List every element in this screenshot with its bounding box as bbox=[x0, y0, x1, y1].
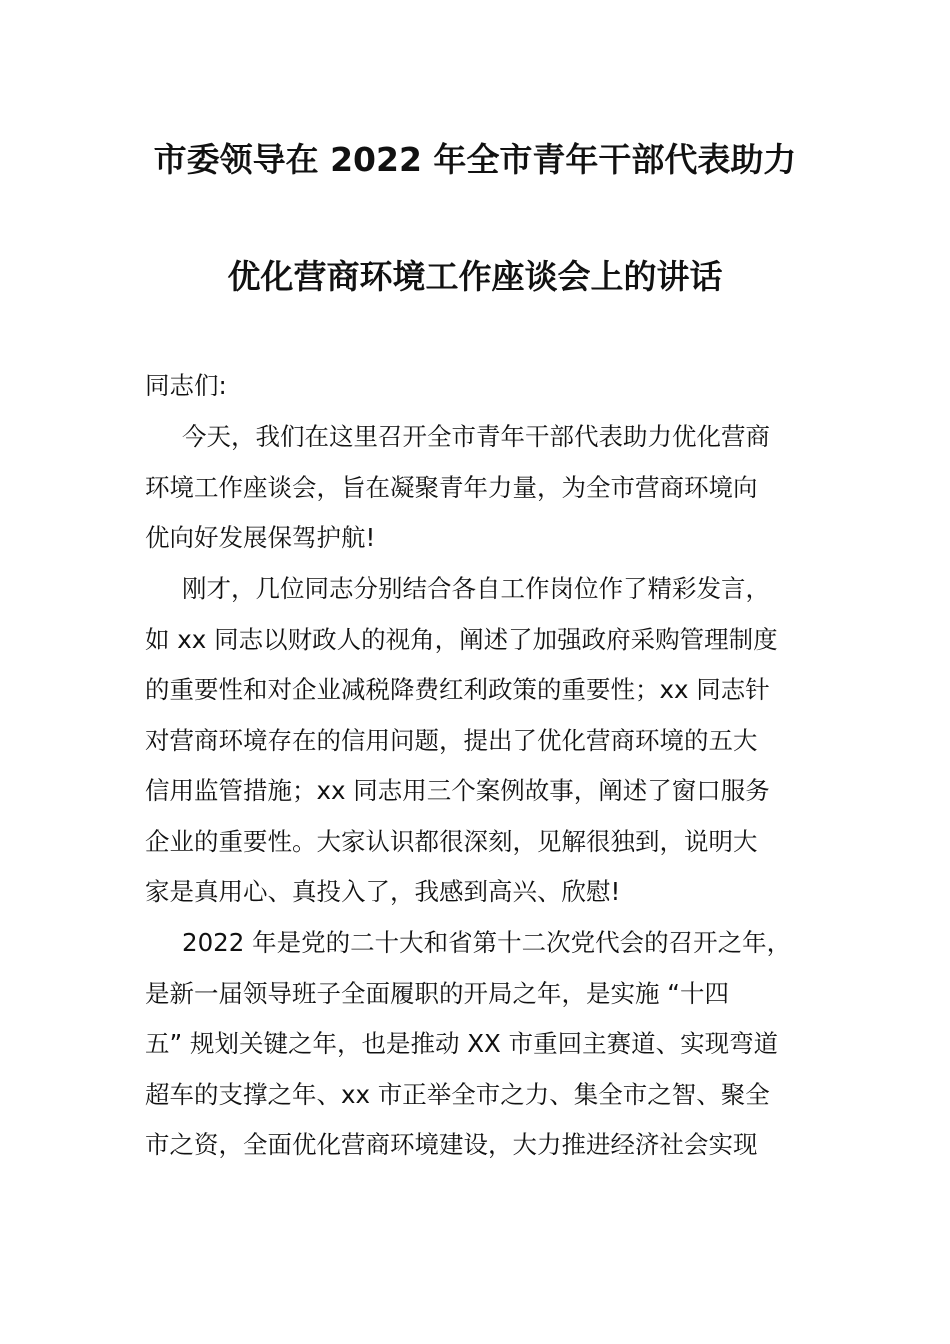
paragraph-line: 2022 年是党的二十大和省第十二次党代会的召开之年， bbox=[182, 928, 792, 957]
paragraph-line: 企业的重要性。大家认识都很深刻，见解很独到，说明大 bbox=[145, 826, 758, 856]
paragraph-line: 家是真用心、真投入了，我感到高兴、欣慰! bbox=[145, 877, 621, 906]
document-title-line-1: 市委领导在 2022 年全市青年干部代表助力 bbox=[153, 140, 797, 179]
paragraph-3 bbox=[145, 918, 815, 1171]
paragraph-line: 环境工作座谈会，旨在凝聚青年力量，为全市营商环境向 bbox=[145, 472, 758, 502]
paragraph-line: 优向好发展保驾护航! bbox=[145, 523, 376, 552]
paragraph-line: 对营商环境存在的信用问题，提出了优化营商环境的五大 bbox=[145, 725, 758, 755]
paragraph-line: 市之资，全面优化营商环境建设，大力推进经济社会实现 bbox=[145, 1130, 758, 1159]
paragraph-1 bbox=[145, 412, 815, 564]
paragraph-line: 五” 规划关键之年，也是推动 XX 市重回主赛道、实现弯道 bbox=[145, 1029, 779, 1058]
paragraph-line: 信用监管措施；xx 同志用三个案例故事，阐述了窗口服务 bbox=[145, 776, 770, 805]
paragraph-line: 如 xx 同志以财政人的视角，阐述了加强政府采购管理制度 bbox=[145, 624, 778, 654]
document-title-line-2: 优化营商环境工作座谈会上的讲话 bbox=[227, 257, 723, 296]
paragraph-line: 是新一届领导班子全面履职的开局之年，是实施 “十四 bbox=[145, 978, 729, 1008]
salutation: 同志们: bbox=[145, 371, 227, 400]
paragraph-line: 超车的支撑之年、xx 市正举全市之力、集全市之智、聚全 bbox=[145, 1079, 770, 1109]
paragraph-line: 的重要性和对企业减税降费红利政策的重要性；xx 同志针 bbox=[145, 675, 770, 704]
paragraph-2 bbox=[145, 564, 815, 918]
paragraph-line: 刚才，几位同志分别结合各自工作岗位作了精彩发言， bbox=[182, 574, 770, 603]
paragraph-line: 今天，我们在这里召开全市青年干部代表助力优化营商 bbox=[182, 422, 770, 451]
